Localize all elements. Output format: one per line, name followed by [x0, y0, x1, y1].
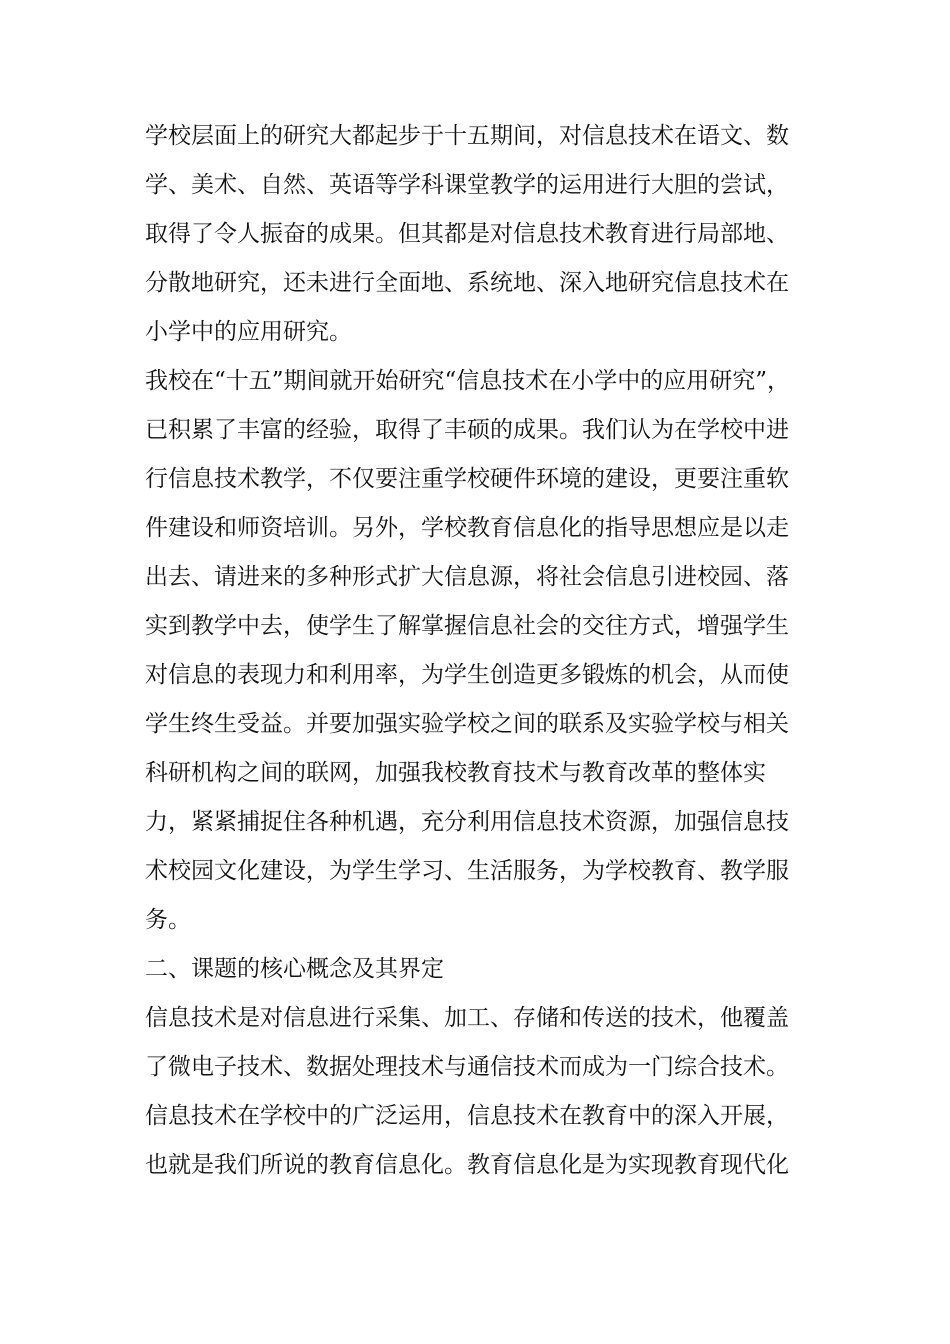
text-line: 学、美术、自然、英语等学科课堂教学的运用进行大胆的尝试，: [145, 172, 789, 198]
text-line: 也就是我们所说的教育信息化。教育信息化是为实现教育现代化: [145, 1152, 789, 1178]
text-line: 件建设和师资培训。另外，学校教育信息化的指导思想应是以走: [145, 515, 789, 541]
section-heading: 二、课题的核心概念及其界定: [145, 956, 444, 982]
text-line: 力，紧紧捕捉住各种机遇，充分利用信息技术资源，加强信息技: [145, 809, 789, 835]
text-line: 出去、请进来的多种形式扩大信息源，将社会信息引进校园、落: [145, 564, 789, 590]
text-line: 实到教学中去，使学生了解掌握信息社会的交往方式，增强学生: [145, 613, 789, 639]
text-line: 学生终生受益。并要加强实验学校之间的联系及实验学校与相关: [145, 711, 789, 737]
text-line: 务。: [145, 907, 191, 933]
text-line: 对信息的表现力和利用率，为学生创造更多锻炼的机会，从而使: [145, 662, 789, 688]
document-body: [145, 112, 817, 1190]
text-line: 科研机构之间的联网，加强我校教育技术与教育改革的整体实: [145, 760, 766, 786]
text-line: 小学中的应用研究。: [145, 319, 352, 345]
text-line: 术校园文化建设，为学生学习、生活服务，为学校教育、教学服: [145, 858, 789, 884]
text-line: 行信息技术教学，不仅要注重学校硬件环境的建设，更要注重软: [145, 466, 789, 492]
text-line: 已积累了丰富的经验，取得了丰硕的成果。我们认为在学校中进: [145, 417, 789, 443]
text-line: 了微电子技术、数据处理技术与通信技术而成为一门综合技术。: [145, 1054, 789, 1080]
text-line: 信息技术是对信息进行采集、加工、存储和传送的技术，他覆盖: [145, 1005, 789, 1031]
text-line: 取得了令人振奋的成果。但其都是对信息技术教育进行局部地、: [145, 221, 789, 247]
text-line: 分散地研究，还未进行全面地、系统地、深入地研究信息技术在: [145, 270, 789, 296]
text-line: 学校层面上的研究大都起步于十五期间，对信息技术在语文、数: [145, 123, 789, 149]
text-line: 我校在“十五”期间就开始研究“信息技术在小学中的应用研究”，: [145, 368, 791, 394]
text-line: 信息技术在学校中的广泛运用，信息技术在教育中的深入开展，: [145, 1103, 789, 1129]
